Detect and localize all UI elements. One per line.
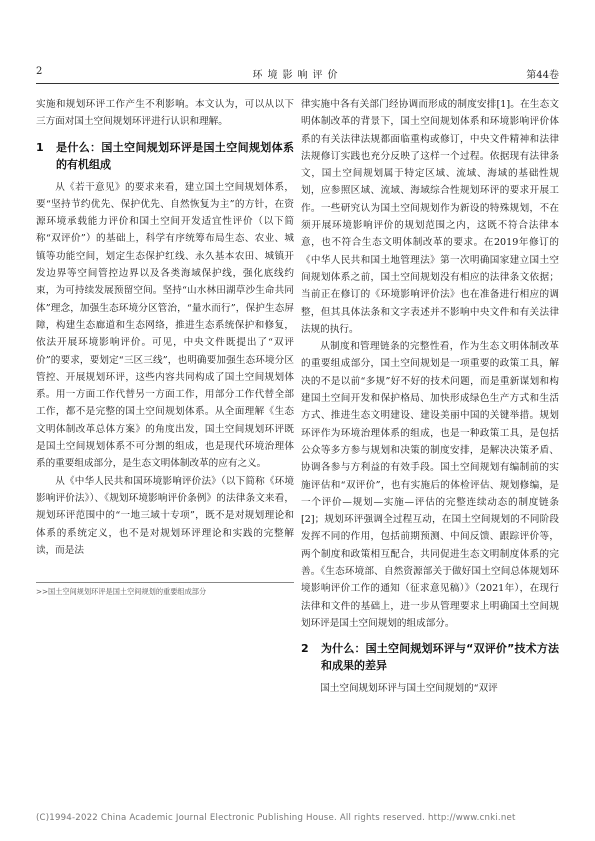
volume-label: 第44卷 [526,70,559,81]
section-2-number: 2 [301,642,309,656]
section-1-number: 1 [36,140,44,154]
page-header [36,66,559,80]
body-paragraph: 国土空间规划环评与国土空间规划的“双评 [320,683,498,695]
header-rule [36,83,559,84]
section-1-title: 是什么：国土空间规划环评是国土空间规划体系的有机组成 [56,140,294,171]
section-2-heading [301,640,559,674]
page-number: 2 [36,66,43,77]
footnote: >>国土空间规划环评是国土空间规划的重要组成部分 [36,582,294,597]
journal-title: 环境影响评价 [252,70,343,81]
section-2-title: 为什么：国土空间规划环评与“双评价”技术方法和成果的差异 [321,642,559,673]
body-paragraph: 从《中华人民共和国环境影响评价法》（以下简称《环境影响评价法》）、《规划环境影响评价条例》的法律条文来看，规划环评范围中的“一地三域十专项”，既不是对规划理论和体系的系统定义，也不是对规划环评理论和实践的完整解读，而是法 [36,475,294,556]
left-column [36,96,294,559]
body-paragraph: 从制度和管理链条的完整性看，作为生态文明体制改革的重要组成部分，国土空间规划是一项重要的政策工具，解决的不是以前“多规”好不好的技术问题，而是重新谋划和构建国土空间开发和保护格局、加快形成绿色生产方式和生活方式、推进生态文明建设、建设美丽中国的关键举措。规划环评作为环境治理体系的组成，也是一种政策工具，是包括公众等多方参与规划和决策的制度安排，是解决决策矛盾、协调各参与方利益的有效手段。国土空间规划有编制前的实施评估和“双评价”，也有实施后的体检评估、规划修编，是一个评价—规划—实施—评估的完整连续动态的制度链条[2]；规划环评强调全过程互动，在国土空间规划的不同阶段发挥不同的作用，包括前期预测、中间反馈、跟踪评价等，两个制度和政策相互配合，共同促进生态文明制度体系的完善。《生态环境部、自然资源部关于做好国土空间总体规划环境影响评价工作的通知（征求意见稿）》（2021年），在现行法律和文件的基础上，进一步从管理要求上明确国土空间规划环评是国土空间规划的组成部分。 [301,341,559,629]
intro-paragraph: 实施和规划环评工作产生不利影响。本文认为，可以从以下三方面对国土空间规划环评进行认识和理解。 [36,99,294,128]
copyright-footer: (C)1994-2022 China Academic Journal Electronic Publishing House. All rights reserved. http://www.cnki.net [36,813,516,823]
section-1-heading [36,139,294,173]
right-column [301,96,559,698]
body-paragraph: 从《若干意见》的要求来看，建立国土空间规划体系，要“坚持节约优先、保护优先、自然恢复为主”的方针，在资源环境承载能力评价和国土空间开发适宜性评价（以下简称“双评价”）的基础上，科学有序统筹布局生态、农业、城镇等功能空间，划定生态保护红线、永久基本农田、城镇开发边界等空间管控边界以及各类海域保护线，强化底线约束，为可持续发展预留空间。坚持“山水林田湖草沙生命共同体”理念，加强生态环境分区管治，“量水而行”，保护生态屏障，构建生态廊道和生态网络，推进生态系统保护和修复，依法开展环境影响评价。可见，中央文件既提出了“双评价”的要求，要划定“三区三线”，也明确要加强生态环境分区管控、开展规划环评，这些内容共同构成了国土空间规划体系。用一方面工作代替另一方面工作，用部分工作代替全部工作，都不是完整的国土空间规划体系。从全面理解《生态文明体制改革总体方案》的角度出发，国土空间规划环评既是国土空间规划体系不可分割的组成，也是现代环境治理体系的重要组成部分，是生态文明体制改革的应有之义。 [36,181,294,470]
continued-paragraph: 律实施中各有关部门经协调而形成的制度安排[1]。在生态文明体制改革的背景下，国土空间规划体系和环境影响评价体系的有关法律法规都面临重构或修订，中央文件精神和法律法规修订实践也充分反映了这样一个过程。依据现有法律条文，国土空间规划属于特定区域、流域、海域的基础性规划，应参照区域、流域、海域综合性规划环评的要求开展工作。一些研究认为国土空间规划作为新设的特殊规划，不在须开展环境影响评价的规划范围之内，这既不符合法律本意，也不符合生态文明体制改革的要求。在2019年修订的《中华人民共和国土地管理法》第一次明确国家建立国土空间规划体系之前，国土空间规划没有相应的法律条文依据；当前正在修订的《环境影响评价法》也在准备进行相应的调整，但其具体法条和文字表述并不影响中央文件和有关法律法规的执行。 [301,99,559,335]
